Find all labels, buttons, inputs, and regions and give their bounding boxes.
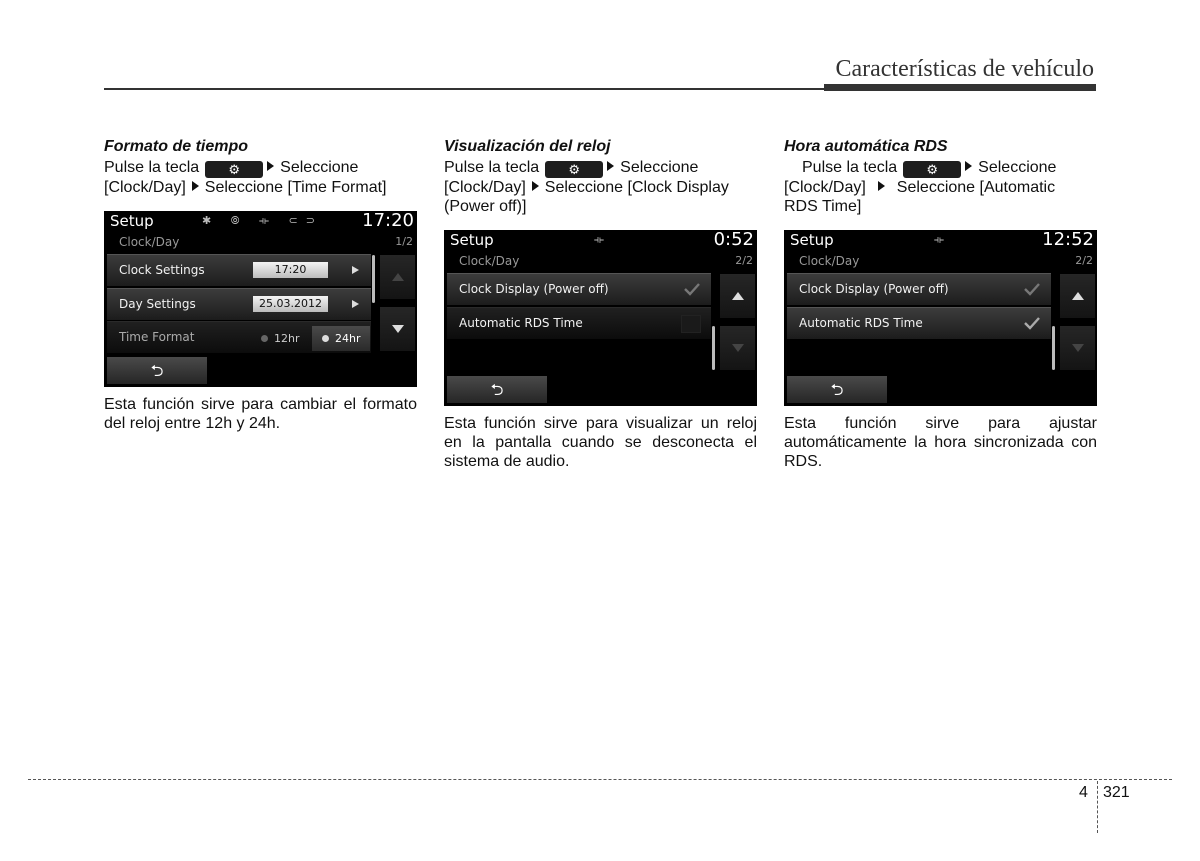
footer-divider: [28, 779, 1172, 780]
screen-title: Setup: [790, 231, 834, 249]
chevron-right-icon: [352, 300, 359, 308]
section-rds-time: [784, 138, 1097, 471]
section-description: Esta función sirve para visualizar un reloj en la pantalla cuando se desconecta el sistema de audio.: [444, 415, 757, 470]
screen-subtitle: Clock/Day: [799, 254, 860, 268]
header-title: Características de vehículo: [835, 56, 1094, 82]
arrow-up-icon: [1072, 292, 1084, 300]
scroll-up-button[interactable]: [720, 274, 755, 318]
scroll-down-button[interactable]: [1060, 326, 1095, 370]
date-value-field: 25.03.2012: [253, 296, 328, 312]
back-button[interactable]: [447, 376, 547, 403]
screen-title: Setup: [110, 212, 154, 230]
day-settings-row[interactable]: Day Settings 25.03.2012: [107, 288, 371, 320]
section-title: Visualización del reloj: [444, 138, 611, 155]
section-time-format: [104, 138, 417, 433]
arrow-right-icon: [532, 181, 539, 191]
clock-display-row[interactable]: Clock Display (Power off): [447, 273, 711, 305]
screen-page-indicator: 2/2: [1075, 254, 1093, 267]
instruction-text: Pulse la tecla ⚙ Seleccione [Clock/Day] Seleccione [Clock Display (Power off)]: [444, 159, 729, 215]
page-number: 321: [1103, 784, 1130, 801]
back-button[interactable]: [787, 376, 887, 403]
scroll-up-button[interactable]: [1060, 274, 1095, 318]
instruction-text: Pulse la tecla ⚙ Seleccione [Clock/Day] Seleccione [Time Format]: [104, 159, 387, 196]
screen-status-bar: [784, 230, 1097, 250]
setup-screen-time-format: [104, 211, 417, 387]
radio-24hr[interactable]: 24hr: [312, 326, 370, 351]
section-description: Esta función sirve para cambiar el formato del reloj entre 12h y 24h.: [104, 396, 417, 432]
screen-title: Setup: [450, 231, 494, 249]
checkmark-icon: [683, 281, 701, 297]
arrow-down-icon: [392, 325, 404, 333]
arrow-right-icon: [607, 161, 614, 171]
clock-settings-row[interactable]: Clock Settings 17:20: [107, 254, 371, 286]
setup-screen-clock-display: [444, 230, 757, 406]
checkmark-icon: [1023, 281, 1041, 297]
section-description: Esta función sirve para ajustar automáticamente la hora sincronizada con RDS.: [784, 415, 1097, 470]
radio-dot-icon: [322, 335, 329, 342]
screen-status-bar: [444, 230, 757, 250]
gear-icon: ⚙: [205, 161, 263, 178]
scroll-up-button[interactable]: [380, 255, 415, 299]
arrow-down-icon: [1072, 344, 1084, 352]
screen-page-indicator: 1/2: [395, 235, 413, 248]
automatic-rds-time-row[interactable]: Automatic RDS Time: [787, 307, 1051, 339]
chevron-right-icon: [352, 266, 359, 274]
arrow-up-icon: [732, 292, 744, 300]
arrow-down-icon: [732, 344, 744, 352]
status-icons: ✱ ⦾ ⟛ ⊂⊃: [202, 214, 323, 227]
gear-icon: ⚙: [903, 161, 961, 178]
screen-status-bar: [104, 211, 417, 231]
footer-vertical-divider: [1097, 781, 1098, 833]
scrollbar[interactable]: [712, 326, 715, 370]
usb-icon: ⟛: [934, 233, 952, 246]
section-title: Formato de tiempo: [104, 138, 249, 155]
header-rule-accent: [824, 84, 1096, 91]
radio-12hr[interactable]: 12hr: [251, 326, 309, 351]
back-button[interactable]: [107, 357, 207, 384]
usb-icon: ⟛: [594, 233, 612, 246]
back-arrow-icon: ⮌: [490, 380, 504, 399]
clock-value-field: 17:20: [253, 262, 328, 278]
arrow-right-icon: [965, 161, 972, 171]
arrow-right-icon: [267, 161, 274, 171]
screen-subtitle: Clock/Day: [459, 254, 520, 268]
screen-page-indicator: 2/2: [735, 254, 753, 267]
time-format-row: Time Format 12hr 24hr: [107, 321, 371, 353]
back-arrow-icon: ⮌: [150, 361, 164, 380]
arrow-up-icon: [392, 273, 404, 281]
radio-dot-icon: [261, 335, 268, 342]
chapter-number: 4: [1079, 784, 1088, 801]
scroll-down-button[interactable]: [380, 307, 415, 351]
checkbox-empty-icon: [681, 315, 701, 333]
clock-display-row[interactable]: Clock Display (Power off): [787, 273, 1051, 305]
arrow-right-icon: [878, 181, 885, 191]
screen-time: 17:20: [362, 211, 414, 231]
scrollbar[interactable]: [1052, 326, 1055, 370]
gear-icon: ⚙: [545, 161, 603, 178]
screen-time: 0:52: [713, 230, 754, 250]
automatic-rds-time-row[interactable]: Automatic RDS Time: [447, 307, 711, 339]
screen-time: 12:52: [1042, 230, 1094, 250]
instruction-text: Pulse la tecla ⚙ Seleccione [Clock/Day] Seleccione [Automatic RDS Time]: [784, 159, 1057, 215]
scroll-down-button[interactable]: [720, 326, 755, 370]
scrollbar[interactable]: [372, 255, 375, 303]
setup-screen-rds-time: [784, 230, 1097, 406]
section-title: Hora automática RDS: [784, 138, 948, 155]
checkmark-icon: [1023, 315, 1041, 331]
back-arrow-icon: ⮌: [830, 380, 844, 399]
arrow-right-icon: [192, 181, 199, 191]
section-clock-display: [444, 138, 757, 471]
screen-subtitle: Clock/Day: [119, 235, 180, 249]
